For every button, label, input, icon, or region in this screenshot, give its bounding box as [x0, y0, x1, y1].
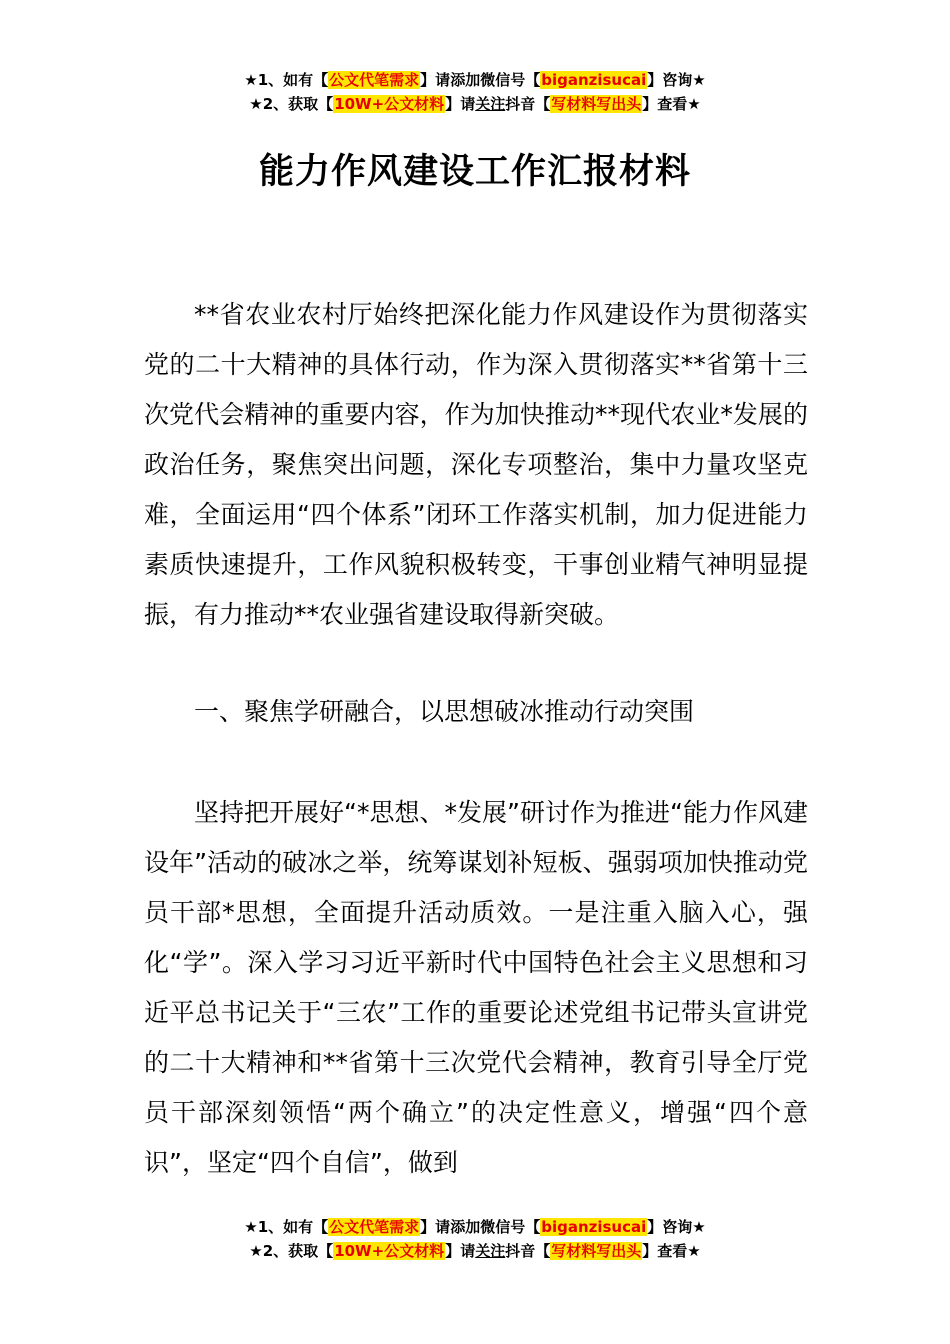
banner-highlight: 10W+公文材料 — [334, 95, 445, 113]
banner-line-2 — [0, 92, 950, 116]
banner-emphasis: 添加 — [450, 1218, 481, 1236]
banner-highlight: 写材料写出头 — [551, 95, 642, 113]
section-heading-1 — [144, 687, 808, 737]
paragraph-text: **省农业农村厅始终把深化能力作风建设作为贯彻落实党的二十大精神的具体行动，作为深入贯彻落实**省第十三次党代会精神的重要内容，作为加快推动**现代农业*发展的政治任务，聚焦突出问题，深化专项整治，集中力量攻坚克难，全面运用“四个体系”闭环工作落实机制，加力促进能力素质快速提升，工作风貌积极转变，干事创业精气神明显提振，有力推动**农业强省建设取得新突破。 — [144, 300, 808, 629]
heading-text: 一、聚焦学研融合，以思想破冰推动行动突围 — [194, 697, 695, 726]
banner-text: ★1、如有【 — [244, 71, 329, 89]
banner-text: 抖音【 — [505, 1242, 551, 1260]
banner-text: 微信号【 — [480, 71, 541, 89]
banner-line-1 — [0, 1215, 950, 1239]
banner-highlight: 写材料写出头 — [551, 1242, 642, 1260]
banner-highlight: biganzisucai — [541, 71, 647, 89]
paragraph-text: 坚持把开展好“*思想、*发展”研讨作为推进“能力作风建设年”活动的破冰之举，统筹谋划补短板、强弱项加快推动党员干部*思想，全面提升活动质效。一是注重入脑入心，强化“学”。深入学习习近平新时代中国特色社会主义思想和习近平总书记关于“三农”工作的重要论述党组书记带头宣讲党的二十大精神和**省第十三次党代会精神，教育引导全厅党员干部深刻领悟“两个确立”的决定性意义，增强“四个意识”，坚定“四个自信”，做到 — [144, 798, 808, 1177]
banner-text: 】请 — [420, 71, 451, 89]
banner-text: ★2、获取【 — [249, 95, 334, 113]
body-paragraph-2 — [144, 788, 808, 1188]
banner-emphasis: 关注 — [475, 95, 506, 113]
banner-highlight: 公文代笔需求 — [329, 71, 420, 89]
banner-text: 】请 — [420, 1218, 451, 1236]
banner-emphasis: 关注 — [475, 1242, 506, 1260]
banner-text: 】请 — [445, 1242, 476, 1260]
banner-text: 】请 — [445, 95, 476, 113]
banner-text: 】查看★ — [642, 95, 701, 113]
top-banner — [0, 68, 950, 116]
banner-text: ★2、获取【 — [249, 1242, 334, 1260]
banner-line-1 — [0, 68, 950, 92]
banner-highlight: 10W+公文材料 — [334, 1242, 445, 1260]
document-title: 能力作风建设工作汇报材料 — [258, 152, 691, 192]
banner-text: 】查看★ — [642, 1242, 701, 1260]
body-paragraph-1 — [144, 290, 808, 640]
banner-text: ★1、如有【 — [244, 1218, 329, 1236]
banner-line-2 — [0, 1239, 950, 1263]
bottom-banner — [0, 1215, 950, 1263]
banner-highlight: biganzisucai — [541, 1218, 647, 1236]
banner-text: 】咨询★ — [647, 71, 706, 89]
banner-highlight: 公文代笔需求 — [329, 1218, 420, 1236]
banner-emphasis: 添加 — [450, 71, 481, 89]
banner-text: 抖音【 — [505, 95, 551, 113]
banner-text: 微信号【 — [480, 1218, 541, 1236]
banner-text: 】咨询★ — [647, 1218, 706, 1236]
